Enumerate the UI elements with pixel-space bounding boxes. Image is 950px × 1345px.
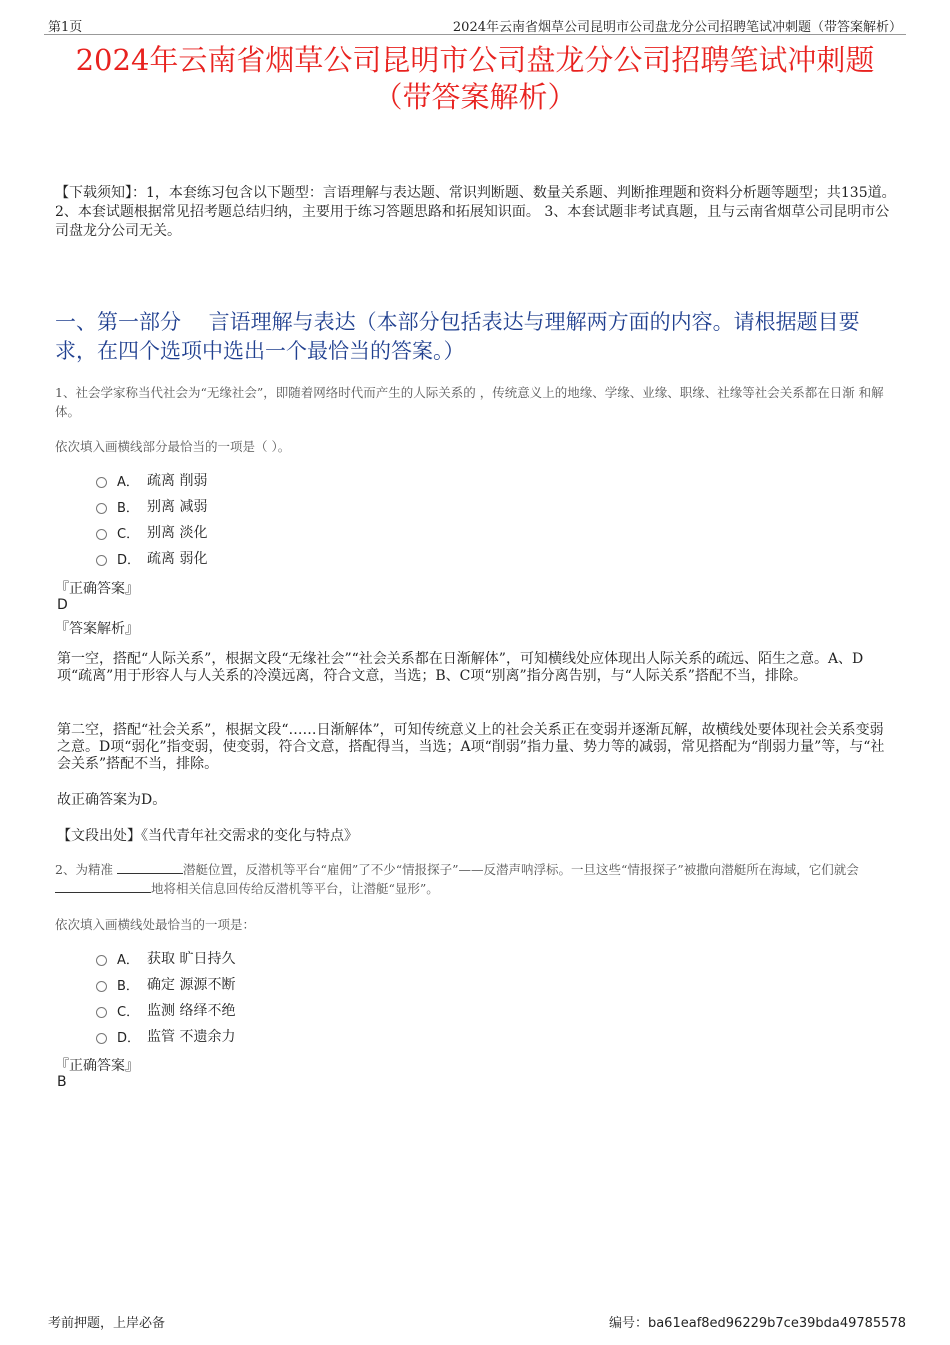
option-text: 确定 源源不断	[147, 977, 236, 993]
page-number: 第1页	[48, 20, 83, 35]
option-c[interactable]	[96, 997, 235, 1023]
question-1-text: 1、社会学家称当代社会为“无缘社会”，即随着网络时代而产生的人际关系的 ，传统意义上的地缘、学缘、业缘、职缘、社缘等社会关系都在日渐 和解体。	[55, 385, 884, 419]
question-2-text-part-2: 潜艇位置，反潜机等平台“雇佣”了不少“情报探子”——反潜声呐浮标。一旦这些“情报探子”被撒向潜艇所在海域，它们就会	[182, 862, 859, 877]
analysis-conclusion: 故正确答案为D。	[57, 792, 167, 808]
option-d[interactable]	[96, 1023, 235, 1049]
question-2-options	[96, 945, 235, 1049]
title-line-1: 2024年云南省烟草公司昆明市公司盘龙分公司招聘笔试冲刺题	[75, 43, 875, 77]
footer-slogan: 考前押题，上岸必备	[48, 1316, 166, 1331]
option-a[interactable]	[96, 945, 235, 971]
option-text: 别离 淡化	[147, 525, 208, 541]
option-c[interactable]	[96, 519, 207, 545]
question-2-prompt: 依次填入画横线处最恰当的一项是：	[55, 917, 256, 932]
option-text: 疏离 削弱	[147, 473, 208, 489]
download-notice: 【下载须知】：1，本套练习包含以下题型：言语理解与表达题、常识判断题、数量关系题、判断推理题和资料分析题等题型；共135道。 2、本套试题根据常见招考题总结归纳，主要用于练习答题思路和拓展知识面。 3、本套试题非考试真题，且与云南省烟草公司昆明市公司盘龙分公司无关。	[55, 185, 896, 239]
option-text: 别离 减弱	[147, 499, 208, 515]
radio-icon[interactable]	[96, 1033, 107, 1044]
analysis-label: 『答案解析』	[55, 621, 139, 637]
question-1-prompt: 依次填入画横线部分最恰当的一项是（ ）。	[55, 439, 291, 454]
question-1-options	[96, 467, 207, 571]
document-code	[609, 1312, 906, 1331]
radio-icon[interactable]	[96, 477, 107, 488]
radio-icon[interactable]	[96, 555, 107, 566]
blank-1	[117, 861, 183, 874]
answer-value: B	[57, 1074, 67, 1090]
option-letter: A．	[117, 952, 139, 968]
option-text: 疏离 弱化	[147, 551, 208, 567]
option-text: 监测 络绎不绝	[147, 1003, 236, 1019]
option-b[interactable]	[96, 971, 235, 997]
question-2-text-part-1: 2、为精准	[55, 862, 117, 877]
title-line-2: （带答案解析）	[373, 80, 577, 114]
answer-value: D	[57, 597, 68, 613]
passage-source: 【文段出处】《当代青年社交需求的变化与特点》	[57, 828, 358, 844]
option-letter: B．	[117, 978, 139, 994]
header-doc-title: 2024年云南省烟草公司昆明市公司盘龙分公司招聘笔试冲刺题（带答案解析）	[452, 20, 902, 35]
blank-2	[55, 880, 151, 893]
page-header	[44, 14, 906, 35]
option-text: 获取 旷日持久	[147, 951, 236, 967]
code-label: 编号：	[608, 1316, 648, 1331]
option-d[interactable]	[96, 545, 207, 571]
section-heading: 一、第一部分 言语理解与表达（本部分包括表达与理解两方面的内容。请根据题目要求，在四个选项中选出一个最恰当的答案。）	[55, 310, 860, 363]
option-b[interactable]	[96, 493, 207, 519]
option-letter: C．	[117, 526, 140, 542]
document-title	[30, 42, 920, 116]
option-letter: C．	[117, 1004, 140, 1020]
radio-icon[interactable]	[96, 529, 107, 540]
option-letter: D．	[117, 1030, 141, 1046]
option-letter: A．	[117, 474, 139, 490]
code-value: ba61eaf8ed96229b7ce39bda49785578	[647, 1316, 906, 1331]
question-2-text	[55, 860, 898, 898]
radio-icon[interactable]	[96, 981, 107, 992]
answer-label: 『正确答案』	[55, 581, 139, 597]
option-letter: D．	[117, 552, 141, 568]
radio-icon[interactable]	[96, 503, 107, 514]
option-a[interactable]	[96, 467, 207, 493]
radio-icon[interactable]	[96, 955, 107, 966]
answer-label: 『正确答案』	[55, 1058, 139, 1074]
analysis-paragraph-1: 第一空，搭配“人际关系”，根据文段“无缘社会”“社会关系都在日渐解体”，可知横线处应体现出人际关系的疏远、陌生之意。A、D项“疏离”用于形容人与人关系的冷漠远离，符合文意，当选；B、C项“别离”指分离告别，与“人际关系”搭配不当，排除。	[57, 651, 864, 684]
question-2-text-part-3: 地将相关信息回传给反潜机等平台，让潜艇“显形”。	[151, 881, 439, 896]
radio-icon[interactable]	[96, 1007, 107, 1018]
option-text: 监管 不遗余力	[147, 1029, 236, 1045]
option-letter: B．	[117, 500, 139, 516]
analysis-paragraph-2: 第二空，搭配“社会关系”，根据文段“……日渐解体”，可知传统意义上的社会关系正在变弱并逐渐瓦解，故横线处要体现社会关系变弱之意。D项“弱化”指变弱，使变弱，符合文意，搭配得当，当选；A项“削弱”指力量、势力等的减弱，常见搭配为“削弱力量”等，与“社会关系”搭配不当，排除。	[57, 722, 885, 772]
